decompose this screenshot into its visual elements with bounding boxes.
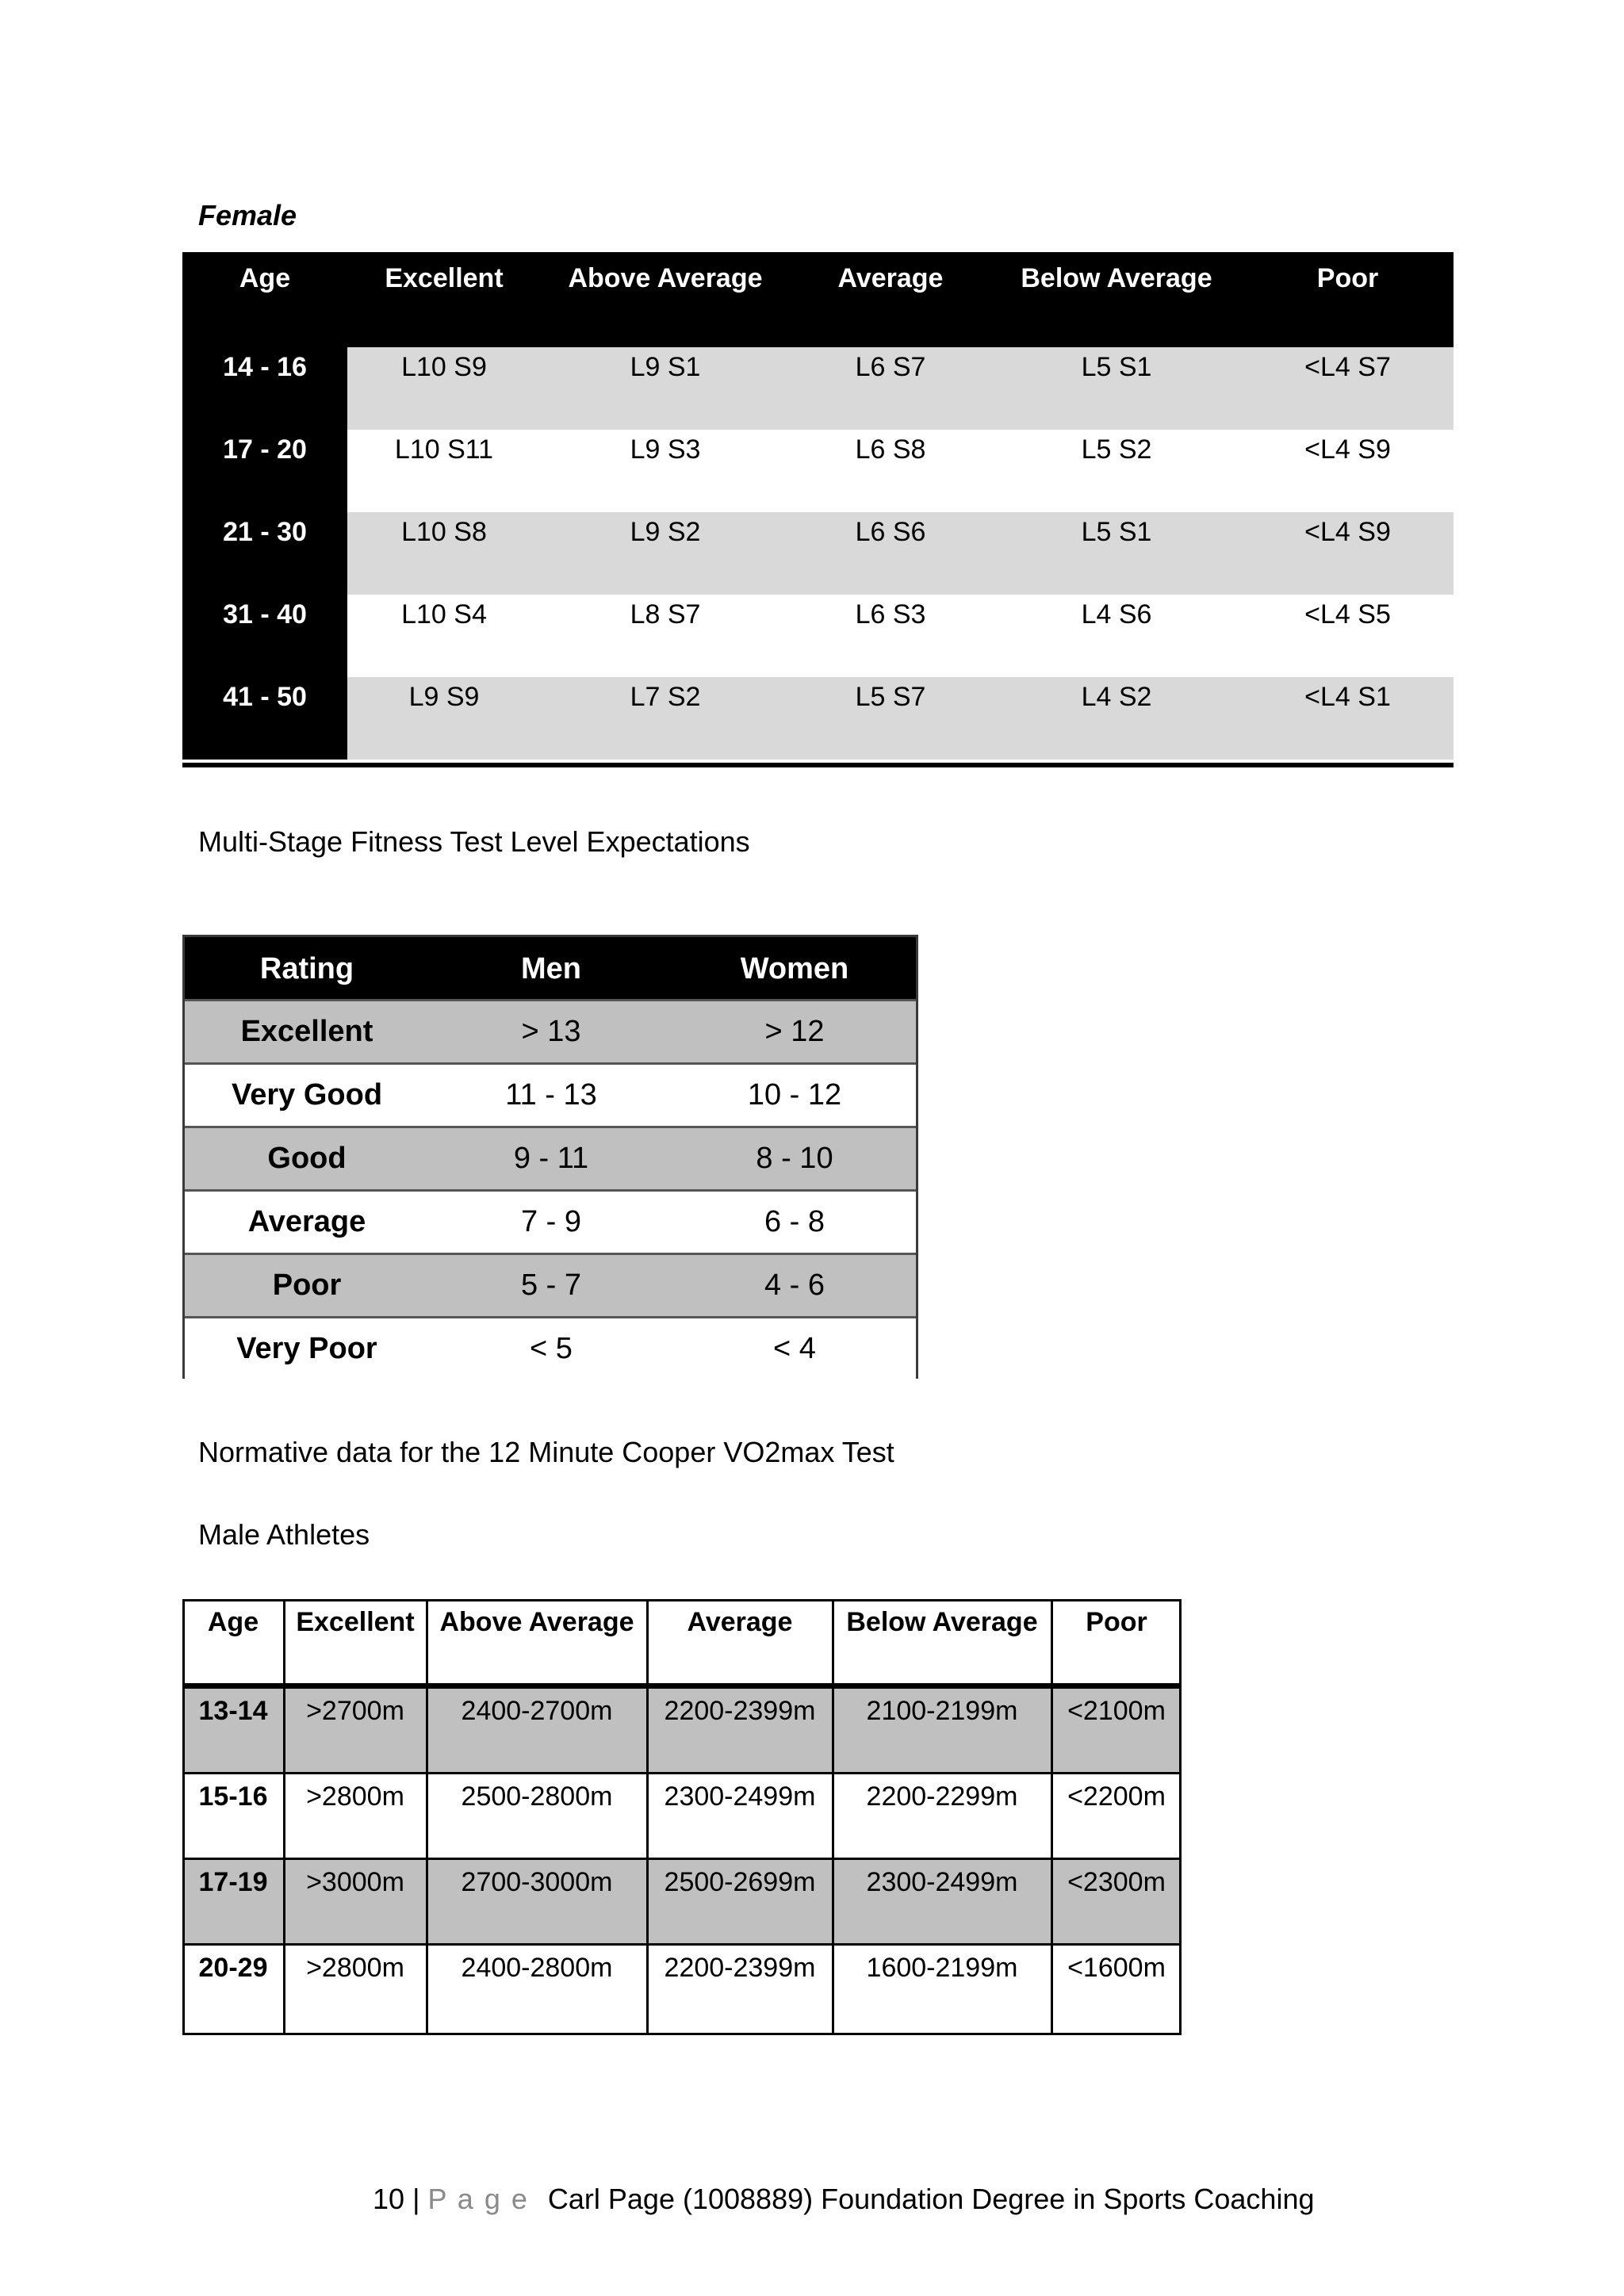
table-cell: <2300m xyxy=(1067,1867,1166,1897)
table-cell: L4 S2 xyxy=(1081,682,1152,712)
table-cell: 2700-3000m xyxy=(461,1867,613,1897)
table-cell: L5 S1 xyxy=(1081,352,1152,382)
header-cell: Women xyxy=(740,951,849,985)
table-cell: 8 - 10 xyxy=(756,1142,833,1175)
age-cell: 20-29 xyxy=(198,1953,268,1983)
table-row xyxy=(185,1316,916,1380)
header-cell: Average xyxy=(837,262,944,293)
rating-cell: Very Good xyxy=(231,1078,383,1112)
table-cell: <2200m xyxy=(1067,1781,1166,1812)
table-cell: < 4 xyxy=(773,1332,816,1365)
page-word: P a g e xyxy=(427,2183,529,2215)
msft-expectations-table xyxy=(182,935,918,1379)
table-cell: 2100-2199m xyxy=(866,1696,1018,1726)
table-cell: 2500-2699m xyxy=(664,1867,816,1897)
table-cell: >3000m xyxy=(306,1867,404,1897)
table-cell: L8 S7 xyxy=(630,599,701,629)
rating-cell: Average xyxy=(247,1205,366,1238)
age-cell: 21 - 30 xyxy=(182,512,347,595)
table-cell: 9 - 11 xyxy=(513,1142,589,1175)
table-cell: 2300-2499m xyxy=(664,1781,816,1812)
table-row xyxy=(185,1253,916,1316)
table-cell: L10 S11 xyxy=(394,434,494,465)
table-cell: >2800m xyxy=(306,1781,404,1812)
header-cell: Age xyxy=(207,1607,259,1637)
cooper-table-subcaption: Male Athletes xyxy=(198,1518,370,1551)
header-cell: Below Average xyxy=(846,1607,1038,1637)
table-cell: <L4 S7 xyxy=(1304,352,1391,382)
table-cell: < 5 xyxy=(530,1332,573,1365)
cooper-table-caption: Normative data for the 12 Minute Cooper VO2max Test xyxy=(198,1436,894,1468)
table-cell: L9 S9 xyxy=(408,682,480,712)
table-cell: 1600-2199m xyxy=(866,1953,1018,1983)
table-cell: L10 S4 xyxy=(401,599,487,629)
header-cell: Average xyxy=(687,1607,793,1637)
cooper-male-table xyxy=(182,1599,1182,2035)
header-cell: Rating xyxy=(259,951,354,985)
table-cell: L7 S2 xyxy=(630,682,701,712)
table-cell: <2100m xyxy=(1067,1696,1166,1726)
header-cell: Excellent xyxy=(296,1607,415,1637)
age-cell: 31 - 40 xyxy=(182,595,347,677)
female-table-caption: Female xyxy=(198,199,297,232)
table-cell: 10 - 12 xyxy=(747,1078,842,1112)
header-cell: Age xyxy=(239,262,291,293)
table-cell: <L4 S9 xyxy=(1304,434,1391,465)
age-cell: 14 - 16 xyxy=(182,347,347,430)
table-cell: 2200-2299m xyxy=(866,1781,1018,1812)
table-cell: L6 S6 xyxy=(855,517,926,547)
table-row xyxy=(185,1126,916,1189)
table-row xyxy=(182,512,1454,595)
rating-cell: Poor xyxy=(272,1269,342,1302)
table-cell: 4 - 6 xyxy=(764,1269,825,1302)
age-cell: 17 - 20 xyxy=(182,430,347,512)
table-cell: L9 S1 xyxy=(630,352,701,382)
header-cell: Men xyxy=(521,951,581,985)
table-cell: 2200-2399m xyxy=(664,1953,816,1983)
table-cell: 2200-2399m xyxy=(664,1696,816,1726)
page-footer xyxy=(373,2182,1315,2216)
table-cell: L10 S9 xyxy=(401,352,487,382)
table-cell: L6 S3 xyxy=(855,599,926,629)
table-cell: >2700m xyxy=(306,1696,404,1726)
header-cell: Excellent xyxy=(385,262,504,293)
table-cell: <1600m xyxy=(1067,1953,1166,1983)
table-cell: 2300-2499m xyxy=(866,1867,1018,1897)
age-cell: 15-16 xyxy=(198,1781,268,1812)
page-number: 10 xyxy=(373,2183,405,2215)
table-cell: <L4 S9 xyxy=(1304,517,1391,547)
table-cell: L5 S2 xyxy=(1081,434,1152,465)
age-cell: 13-14 xyxy=(198,1696,268,1726)
table-cell: >2800m xyxy=(306,1953,404,1983)
footer-separator: | xyxy=(412,2183,420,2215)
table-header xyxy=(185,937,916,1001)
table-row xyxy=(182,595,1454,677)
table-cell: L9 S3 xyxy=(630,434,701,465)
table-cell: L5 S7 xyxy=(855,682,926,712)
table-cell: 2400-2700m xyxy=(461,1696,613,1726)
header-cell: Above Average xyxy=(568,262,763,293)
rating-cell: Excellent xyxy=(240,1015,373,1048)
table-header xyxy=(182,252,1454,347)
header-cell: Below Average xyxy=(1021,262,1212,293)
table-cell: L6 S8 xyxy=(855,434,926,465)
table-cell: 6 - 8 xyxy=(764,1205,825,1238)
header-cell: Above Average xyxy=(439,1607,634,1637)
rating-cell: Very Poor xyxy=(236,1332,377,1365)
table-cell: <L4 S1 xyxy=(1304,682,1391,712)
table-cell: <L4 S5 xyxy=(1304,599,1391,629)
table-cell: 7 - 9 xyxy=(520,1205,582,1238)
female-norms-table xyxy=(182,252,1454,767)
table-row xyxy=(185,999,916,1062)
header-cell: Poor xyxy=(1316,262,1379,293)
table-cell: > 12 xyxy=(764,1015,825,1048)
msft-table-caption: Multi-Stage Fitness Test Level Expectations xyxy=(198,825,750,858)
age-cell: 17-19 xyxy=(198,1867,268,1897)
table-cell: L5 S1 xyxy=(1081,517,1152,547)
table-cell: > 13 xyxy=(521,1015,581,1048)
table-row xyxy=(185,1189,916,1253)
table-row xyxy=(185,1062,916,1126)
table-row xyxy=(182,677,1454,760)
table-cell: L10 S8 xyxy=(401,517,487,547)
table-cell: 11 - 13 xyxy=(505,1078,597,1112)
table-cell: L4 S6 xyxy=(1081,599,1152,629)
table-row xyxy=(182,347,1454,430)
age-cell: 41 - 50 xyxy=(182,677,347,760)
table-row xyxy=(182,430,1454,512)
table-cell: 5 - 7 xyxy=(520,1269,582,1302)
footer-text: Carl Page (1008889) Foundation Degree in Sports Coaching xyxy=(547,2183,1315,2215)
table-cell: L9 S2 xyxy=(630,517,701,547)
rating-cell: Good xyxy=(267,1142,347,1175)
table-cell: 2500-2800m xyxy=(461,1781,613,1812)
header-cell: Poor xyxy=(1086,1607,1147,1637)
table-cell: L6 S7 xyxy=(855,352,926,382)
table-border xyxy=(182,1599,1182,2035)
table-bottom-rule xyxy=(182,763,1454,767)
table-cell: 2400-2800m xyxy=(461,1953,613,1983)
